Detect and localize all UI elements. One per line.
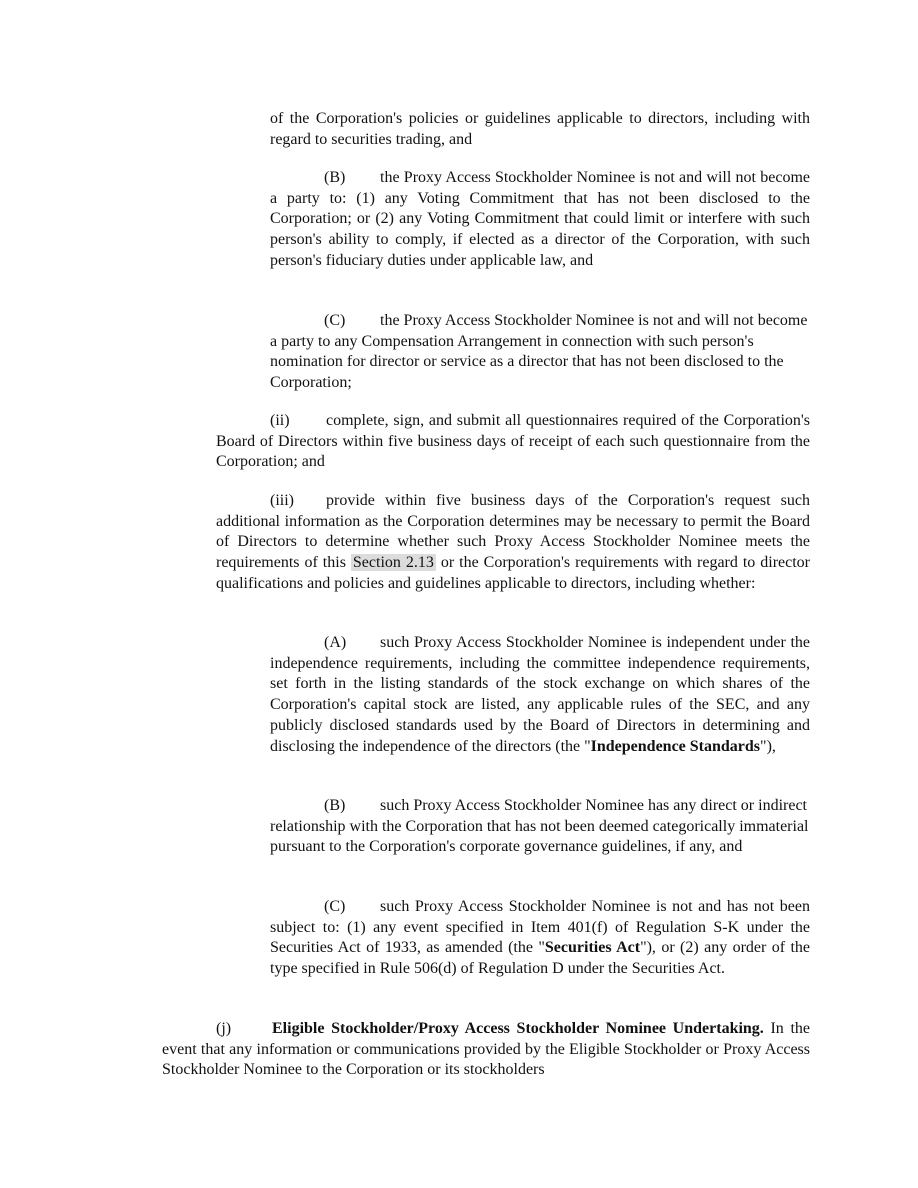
clause-label: (C) xyxy=(324,312,346,329)
section-label: (j) xyxy=(216,1020,232,1037)
paragraph-independence: (A) such Proxy Access Stockholder Nominee is independent under the independence requirements, including the committee independence requirements, set forth in the listing standards of the stock exchange on which shares of the Corporation's capital stock are listed, any applicable rules of the SEC, and any publicly disclosed standards used by the Board of Directors in determining and disclosing the independence of the directors (the "Independence Standards"), xyxy=(270,634,810,755)
paragraph-questionnaires: (ii) complete, sign, and submit all questionnaires required of the Corporation's Board of Directors within five business days of receipt of each such questionnaire from the Corporation; and xyxy=(216,412,810,471)
section-reference-link[interactable]: Section 2.13 xyxy=(352,554,434,572)
paragraph-additional-information: (iii) provide within five business days of the Corporation's request such additional information as the Corporation determines may be necessary to permit the Board of Directors to determine whether such Proxy Access Stockholder Nominee meets the requirements of this Section 2.13 or the Corporation's requirements with regard to director qualifications and policies and guidelines applicable to directors, including whether: xyxy=(216,492,811,592)
clause-label: (B) xyxy=(324,169,346,186)
paragraph-voting-commitment: (B) the Proxy Access Stockholder Nominee is not and will not become a party to: (1) any Voting Commitment that has not been disclosed to the Corporation; or (2) any Voting Commitment that could limit or interfere with such person's ability to comply, if elected as a director of the Corporation, with such person's fiduciary duties under applicable law, and xyxy=(270,169,810,269)
clause-label: (ii) xyxy=(270,412,290,429)
paragraph-regulation: (C) such Proxy Access Stockholder Nominee is not and has not been subject to: (1) any event specified in Item 401(f) of Regulation S-K under the Securities Act of 1933, as amended (the "Securities Act"), or (2) any order of the type specified in Rule 506(d) of Regulation D under the Securities Act. xyxy=(270,898,811,978)
clause-label: (iii) xyxy=(270,492,294,509)
paragraph-policies-continuation: of the Corporation's policies or guidelines applicable to directors, including with regard to securities trading, and xyxy=(270,110,810,148)
defined-term: Securities Act xyxy=(544,939,641,957)
clause-label: (C) xyxy=(324,898,346,915)
clause-label: (B) xyxy=(324,797,346,814)
clause-label: (A) xyxy=(324,634,347,651)
section-heading: Eligible Stockholder/Proxy Access Stockholder Nominee Undertaking. xyxy=(272,1020,764,1037)
defined-term: Independence Standards xyxy=(590,737,761,755)
paragraph-compensation-arrangement: (C) the Proxy Access Stockholder Nominee is not and will not become a party to any Compensation Arrangement in connection with such person's nomination for director or service as a director that has not been disclosed to the Corporation; xyxy=(270,312,808,392)
paragraph-undertaking: (j) Eligible Stockholder/Proxy Access Stockholder Nominee Undertaking. In the event that any information or communications provided by the Eligible Stockholder or Proxy Access Stockholder Nominee to the Corporation or its stockholders xyxy=(162,1020,810,1079)
paragraph-relationship: (B) such Proxy Access Stockholder Nominee has any direct or indirect relationship with the Corporation that has not been deemed categorically immaterial pursuant to the Corporation's corporate governance guidelines, if any, and xyxy=(270,797,809,856)
